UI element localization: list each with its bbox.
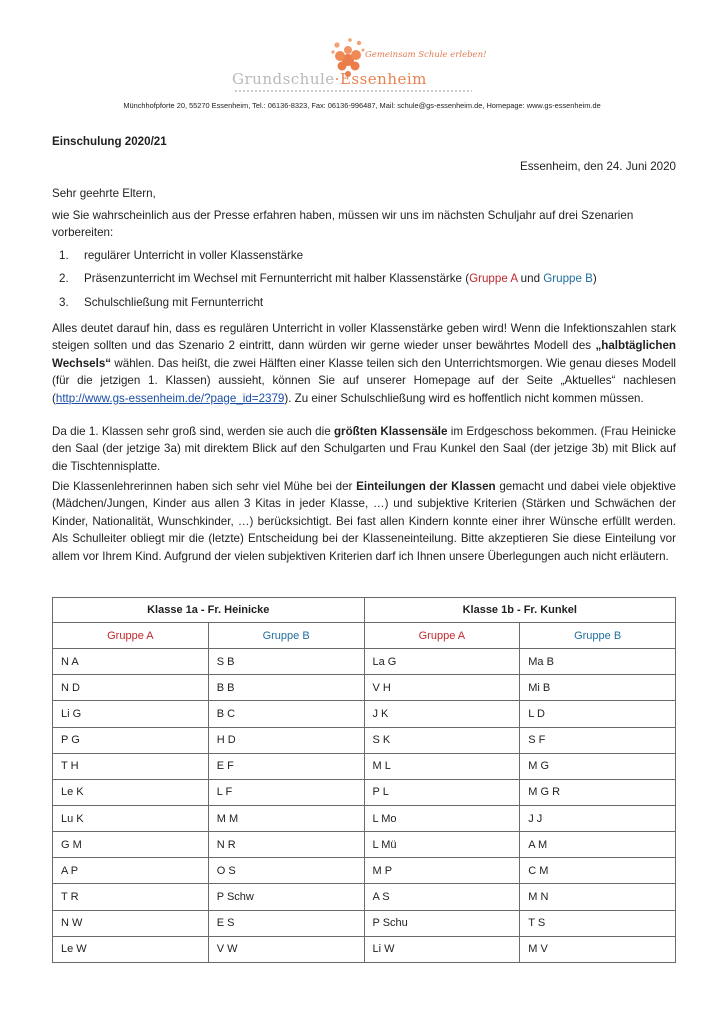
- student-initials-cell: Lu K: [53, 806, 209, 832]
- student-initials-cell: N W: [53, 910, 209, 936]
- paragraph-text: wählen. Das heißt, die zwei Hälften einer Klasse teilen sich den Unterrichtsmorgen. Wie genau dieses Modell (für die jetzigen 1. Klassen) aussieht, können Sie auf unserer Homepage auf der Seite „Aktuelles“ nachlesen (: [52, 356, 676, 405]
- student-initials-cell: L Mü: [364, 832, 520, 858]
- student-initials-cell: N R: [208, 832, 364, 858]
- student-initials-cell: N D: [53, 675, 209, 701]
- paragraph-class-division: [52, 478, 676, 565]
- class-assignment-table: [52, 597, 676, 963]
- student-initials-cell: Li G: [53, 701, 209, 727]
- group-a-label: Gruppe A: [469, 272, 518, 285]
- table-row: [53, 753, 676, 779]
- student-initials-cell: M V: [520, 936, 676, 962]
- group-b-label: Gruppe B: [543, 272, 593, 285]
- student-initials-cell: E F: [208, 753, 364, 779]
- student-initials-cell: L F: [208, 779, 364, 805]
- student-initials-cell: M G R: [520, 779, 676, 805]
- table-row: [53, 910, 676, 936]
- table-row: [53, 727, 676, 753]
- student-initials-cell: B C: [208, 701, 364, 727]
- student-initials-cell: T S: [520, 910, 676, 936]
- student-initials-cell: M M: [208, 806, 364, 832]
- paragraph-text: Alles deutet darauf hin, dass es regulären Unterricht in voller Klassenstärke geben wird! Wenn die Infektionszahlen stark steigen sollten und das Szenario 2 eintritt, dann würden wir gerne wieder unser bewährtes Modell des: [52, 322, 676, 353]
- student-initials-cell: P G: [53, 727, 209, 753]
- student-initials-cell: J J: [520, 806, 676, 832]
- student-initials-cell: G M: [53, 832, 209, 858]
- scenario-text: Präsenzunterricht im Wechsel mit Fernunterricht mit halber Klassenstärke (: [84, 272, 470, 285]
- scenario-text: Schulschließung mit Fernunterricht: [84, 296, 264, 309]
- student-initials-cell: S B: [208, 649, 364, 675]
- student-initials-cell: O S: [208, 858, 364, 884]
- student-initials-cell: C M: [520, 858, 676, 884]
- student-initials-cell: M P: [364, 858, 520, 884]
- student-initials-cell: H D: [208, 727, 364, 753]
- group-a-column-header: Gruppe A: [53, 623, 209, 649]
- scenario-number: 3.: [59, 296, 69, 309]
- student-initials-cell: P Schu: [364, 910, 520, 936]
- school-logo: [232, 36, 502, 98]
- student-initials-cell: A M: [520, 832, 676, 858]
- school-name-separator: ·: [334, 70, 340, 88]
- student-initials-cell: La G: [364, 649, 520, 675]
- student-initials-cell: B B: [208, 675, 364, 701]
- student-initials-cell: P Schw: [208, 884, 364, 910]
- table-row: [53, 806, 676, 832]
- scenario-number: 2.: [59, 272, 69, 285]
- table-row: [53, 936, 676, 962]
- student-initials-cell: T R: [53, 884, 209, 910]
- student-initials-cell: A P: [53, 858, 209, 884]
- student-initials-cell: Le K: [53, 779, 209, 805]
- paragraph-emphasis: „halbtäglichen Wechsels“: [52, 339, 676, 370]
- group-b-column-header: Gruppe B: [208, 623, 364, 649]
- logo-dotted-line: [234, 90, 472, 92]
- student-initials-cell: Ma B: [520, 649, 676, 675]
- school-name-part2: Essenheim: [339, 70, 427, 88]
- paragraph-scenarios: [52, 320, 676, 407]
- table-row: [53, 884, 676, 910]
- table-row: [53, 779, 676, 805]
- intro-paragraph: wie Sie wahrscheinlich aus der Presse erfahren haben, müssen wir uns im nächsten Schuljahr auf drei Szenarien vorbereiten:: [52, 209, 634, 240]
- table-row: [53, 858, 676, 884]
- table-body: [53, 649, 676, 963]
- scenario-connector: und: [517, 272, 544, 285]
- paragraph-text: im Erdgeschoss bekommen. (Frau Heinicke den Saal (der jetzige 3a) mit direktem Blick auf den Schulgarten und Frau Kunkel den Saal (der jetzige 3b) mit Blick auf die Tischtennisplatte.: [52, 425, 677, 473]
- student-initials-cell: A S: [364, 884, 520, 910]
- student-initials-cell: N A: [53, 649, 209, 675]
- paragraph-text: gemacht und dabei viele objektive (Mädchen/Jungen, Kinder aus allen 3 Kitas in jeder Klasse, …) und subjektive Kriterien (Stärken und Schwächen der Kinder, Nationalität, Wunschkinder, …) berücksichtigt. Bei fast allen Kindern konnte einer ihrer Wünsche erfüllt werden. Als Schulleiter obliegt mir die (letzte) Entscheidung bei der Klasseneinteilung. Bitte akzeptieren Sie diese Einteilung vor allem vor Ihrem Kind. Aufgrund der vielen subjektiven Kriterien darf ich Ihnen unsere Überlegungen auch nicht erläutern.: [52, 480, 676, 563]
- student-initials-cell: L D: [520, 701, 676, 727]
- homepage-link[interactable]: http://www.gs-essenheim.de/?page_id=2379: [55, 391, 285, 405]
- table-row: [53, 701, 676, 727]
- scenario-close: ): [592, 272, 597, 285]
- student-initials-cell: V H: [364, 675, 520, 701]
- student-initials-cell: M L: [364, 753, 520, 779]
- scenario-1: [52, 249, 303, 262]
- student-initials-cell: S K: [364, 727, 520, 753]
- student-initials-cell: E S: [208, 910, 364, 936]
- scenario-number: 1.: [59, 249, 69, 262]
- student-initials-cell: V W: [208, 936, 364, 962]
- letter-subject: Einschulung 2020/21: [52, 135, 167, 148]
- paragraph-text: Die Klassenlehrerinnen haben sich sehr viel Mühe bei der: [52, 480, 357, 493]
- paragraph-emphasis: größten Klassensäle: [333, 425, 448, 438]
- student-initials-cell: L Mo: [364, 806, 520, 832]
- student-initials-cell: Le W: [53, 936, 209, 962]
- student-initials-cell: S F: [520, 727, 676, 753]
- group-b-column-header: Gruppe B: [520, 623, 676, 649]
- class-1b-header: Klasse 1b - Fr. Kunkel: [364, 598, 676, 623]
- student-initials-cell: Li W: [364, 936, 520, 962]
- paragraph-text: ). Zu einer Schulschließung wird es hoffentlich nicht kommen müssen.: [284, 391, 644, 405]
- paragraph-text: Da die 1. Klassen sehr groß sind, werden sie auch die: [52, 425, 334, 438]
- student-initials-cell: T H: [53, 753, 209, 779]
- student-initials-cell: Mi B: [520, 675, 676, 701]
- scenario-2: [52, 272, 597, 285]
- paragraph-emphasis: Einteilungen der Klassen: [356, 480, 496, 493]
- table-row: [53, 832, 676, 858]
- group-a-column-header: Gruppe A: [364, 623, 520, 649]
- student-initials-cell: M G: [520, 753, 676, 779]
- paragraph-classrooms: [52, 423, 676, 475]
- student-initials-cell: M N: [520, 884, 676, 910]
- letter-date: Essenheim, den 24. Juni 2020: [520, 160, 676, 173]
- school-name: [232, 70, 427, 88]
- school-slogan: Gemeinsam Schule erleben!: [365, 50, 487, 60]
- scenario-text: regulärer Unterricht in voller Klassenstärke: [84, 249, 304, 262]
- salutation: Sehr geehrte Eltern,: [52, 187, 156, 200]
- student-initials-cell: J K: [364, 701, 520, 727]
- table-row: [53, 675, 676, 701]
- school-name-part1: Grundschule: [232, 70, 335, 88]
- class-1a-header: Klasse 1a - Fr. Heinicke: [53, 598, 365, 623]
- table-row: [53, 649, 676, 675]
- student-initials-cell: P L: [364, 779, 520, 805]
- scenario-3: [52, 296, 263, 309]
- school-address: Münchhofpforte 20, 55270 Essenheim, Tel.: 06136-8323, Fax: 06136-996487, Mail: schule@gs-essenheim.de, Homepage: www.gs-essenheim.de: [123, 101, 601, 110]
